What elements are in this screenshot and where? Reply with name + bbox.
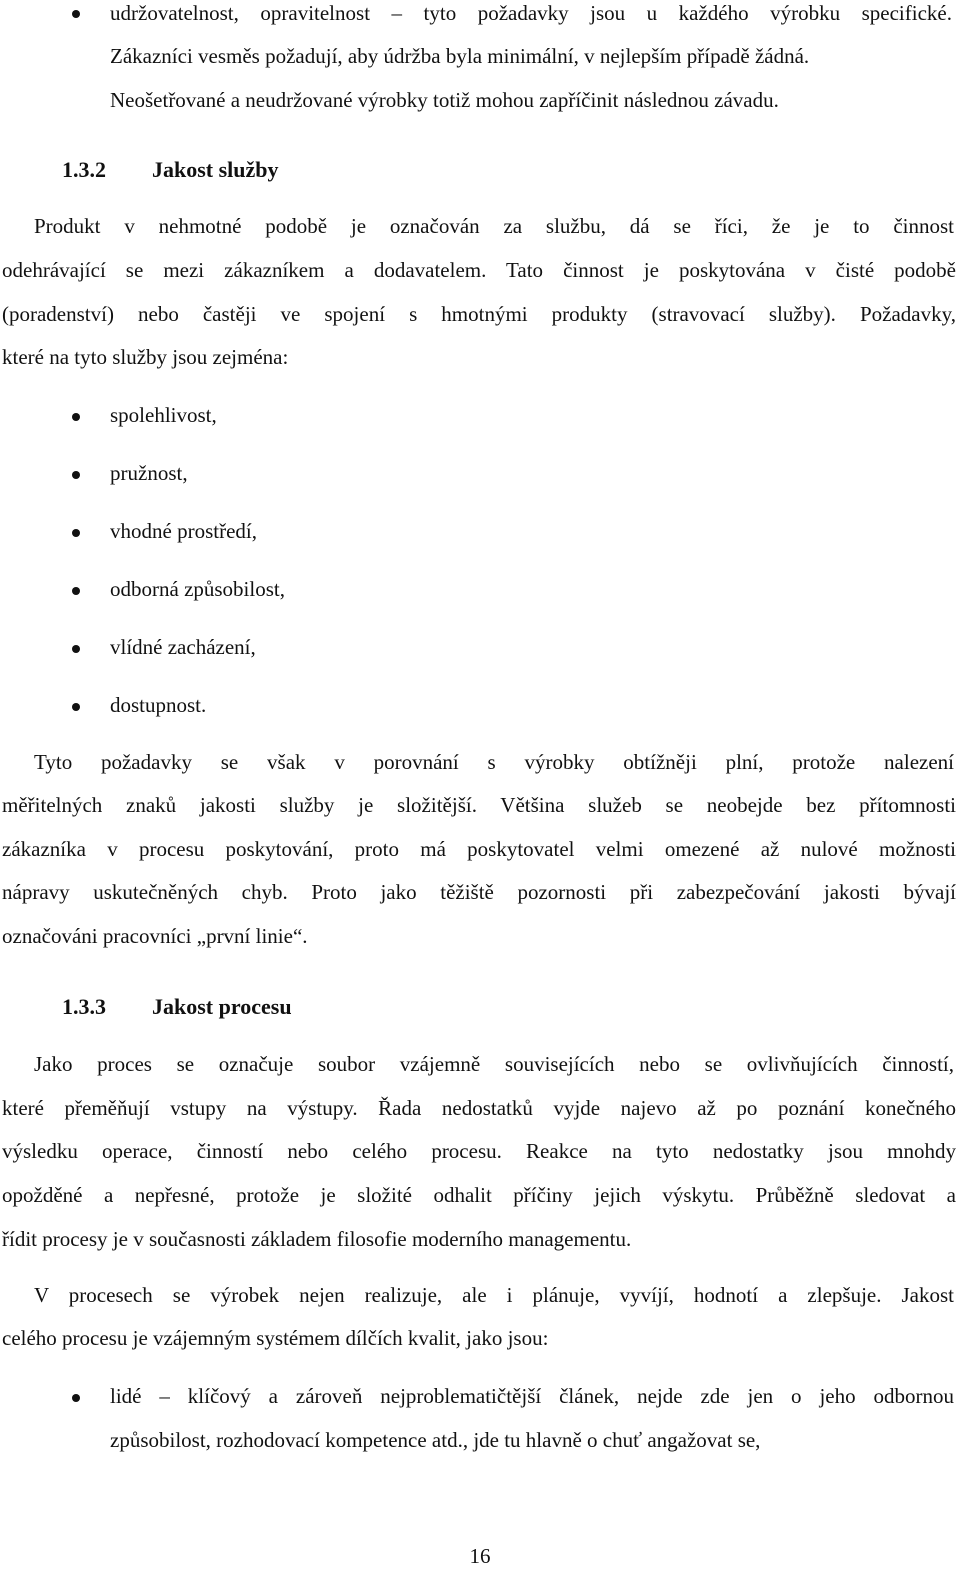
paragraph-line: V procesech se výrobek nejen realizuje, ale i plánuje, vyvíjí, hodnotí a zlepšuje. Jakost xyxy=(34,1283,954,1307)
paragraph-line: označováni pracovníci „první linie“. xyxy=(2,924,308,948)
bullet-marker xyxy=(72,703,80,711)
bullet-marker xyxy=(72,10,80,18)
text-line: Zákazníci vesměs požadují, aby údržba byla minimální, v nejlepším případě žádná. xyxy=(110,44,810,68)
section-title: Jakost procesu xyxy=(152,994,292,1019)
paragraph-line: celého procesu je vzájemným systémem dílčích kvalit, jako jsou: xyxy=(2,1326,549,1350)
bullet-marker xyxy=(72,645,80,653)
paragraph-line: opožděné a nepřesné, protože je složité odhalit příčiny jejich výskytu. Průběžně sledovat a xyxy=(2,1183,956,1207)
list-item: vlídné zacházení, xyxy=(110,635,256,659)
list-item: pružnost, xyxy=(110,461,188,485)
paragraph-line: které přeměňují vstupy na výstupy. Řada nedostatků vyjde najevo až po poznání konečného xyxy=(2,1096,956,1120)
bullet-marker xyxy=(72,413,80,421)
paragraph-line: Tyto požadavky se však v porovnání s výrobky obtížněji plní, protože nalezení xyxy=(34,750,954,774)
list-item: dostupnost. xyxy=(110,693,207,717)
bullet-marker xyxy=(72,529,80,537)
list-item: způsobilost, rozhodovací kompetence atd., jde tu hlavně o chuť angažovat se, xyxy=(110,1428,761,1452)
page-number: 16 xyxy=(469,1544,491,1568)
text-line: udržovatelnost, opravitelnost – tyto požadavky jsou u každého výrobku specifické. xyxy=(110,1,952,25)
bullet-marker xyxy=(72,1394,80,1402)
bullet-marker xyxy=(72,471,80,479)
section-number: 1.3.3 xyxy=(62,994,106,1019)
list-item: odborná způsobilost, xyxy=(110,577,285,601)
bullet-marker xyxy=(72,587,80,595)
text-line: Neošetřované a neudržované výrobky totiž mohou zapříčinit následnou závadu. xyxy=(110,88,779,112)
section-title: Jakost služby xyxy=(152,157,279,182)
paragraph-line: odehrávající se mezi zákazníkem a dodavatelem. Tato činnost je poskytována v čisté podobě xyxy=(2,258,956,282)
paragraph-line: Jako proces se označuje soubor vzájemně souvisejících nebo se ovlivňujících činností, xyxy=(34,1052,954,1076)
paragraph-line: (poradenství) nebo častěji ve spojení s hmotnými produkty (stravovací služby). Požadavky, xyxy=(2,302,956,326)
list-item: spolehlivost, xyxy=(110,403,217,427)
section-heading xyxy=(62,159,279,181)
paragraph-line: nápravy uskutečněných chyb. Proto jako těžiště pozornosti při zabezpečování jakosti bývají xyxy=(2,880,956,904)
section-heading xyxy=(62,996,292,1018)
paragraph-line: zákazníka v procesu poskytování, proto má poskytovatel velmi omezené až nulové možnosti xyxy=(2,837,956,861)
list-item: vhodné prostředí, xyxy=(110,519,257,543)
paragraph-line: měřitelných znaků jakosti služby je složitější. Většina služeb se neobejde bez přítomnosti xyxy=(2,793,956,817)
paragraph-line: výsledku operace, činností nebo celého procesu. Reakce na tyto nedostatky jsou mnohdy xyxy=(2,1139,956,1163)
section-number: 1.3.2 xyxy=(62,157,106,182)
paragraph-line: Produkt v nehmotné podobě je označován za službu, dá se říci, že je to činnost xyxy=(34,214,954,238)
paragraph-line: které na tyto služby jsou zejména: xyxy=(2,345,289,369)
paragraph-line: řídit procesy je v současnosti základem filosofie moderního managementu. xyxy=(2,1227,632,1251)
list-item: lidé – klíčový a zároveň nejproblematičtější článek, nejde zde jen o jeho odbornou xyxy=(110,1384,954,1408)
